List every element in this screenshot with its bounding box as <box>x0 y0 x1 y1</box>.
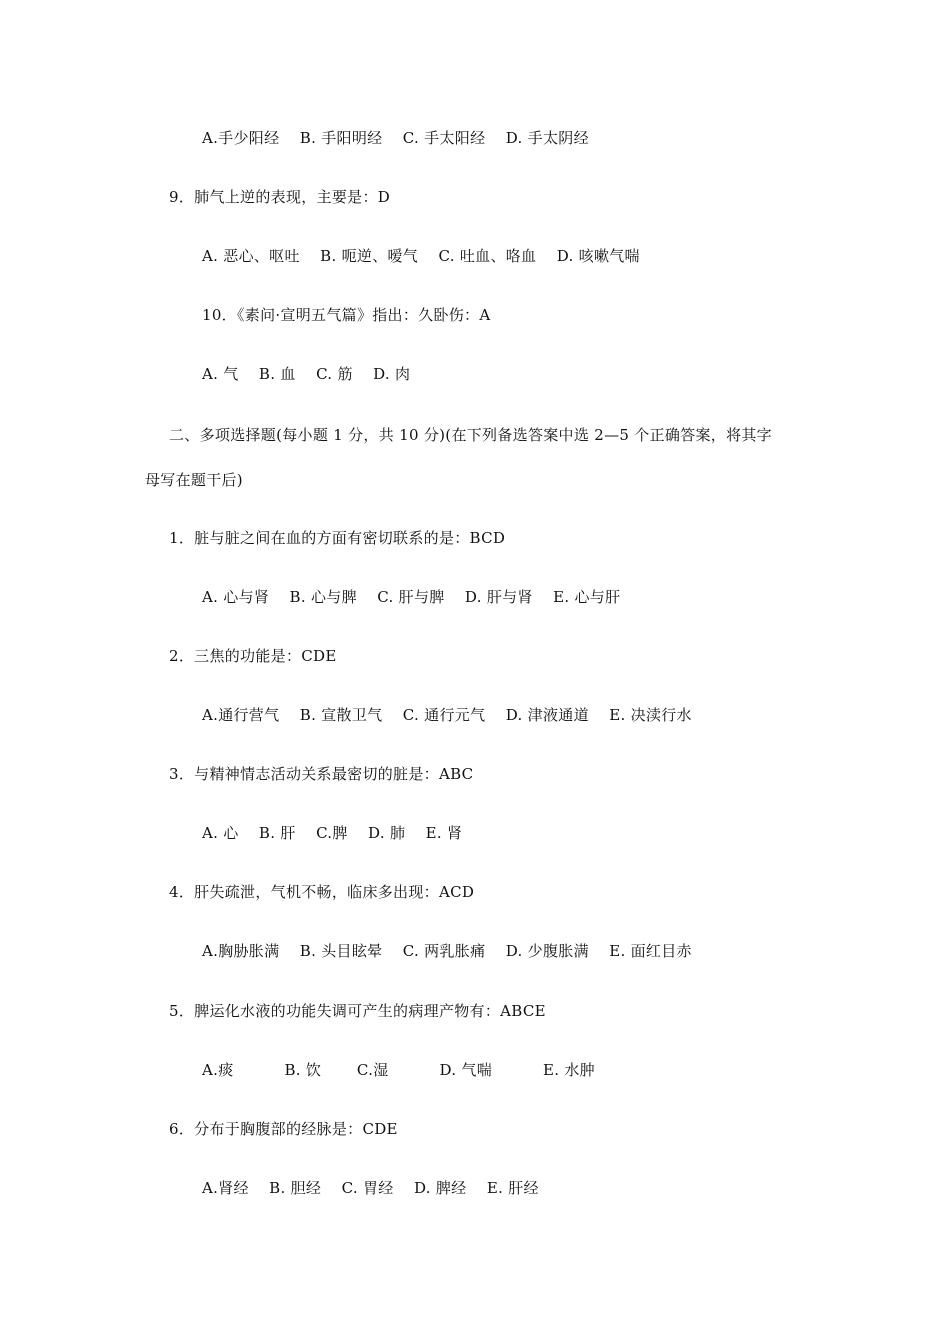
multi-question-1-options: A. 心与肾 B. 心与脾 C. 肝与脾 D. 肝与肾 E. 心与肝 <box>202 588 621 606</box>
multi-question-2: 2．三焦的功能是：CDE <box>169 647 337 665</box>
multi-question-3-options: A. 心 B. 肝 C.脾 D. 肺 E. 肾 <box>202 824 463 842</box>
question-10: 10．《素问·宣明五气篇》指出：久卧伤：A <box>202 306 491 324</box>
multi-question-6: 6．分布于胸腹部的经脉是：CDE <box>169 1120 398 1138</box>
question-9: 9．肺气上逆的表现，主要是：D <box>169 188 391 206</box>
section-2-heading-continued: 母写在题干后) <box>145 471 243 489</box>
multi-question-5: 5．脾运化水液的功能失调可产生的病理产物有：ABCE <box>169 1002 546 1020</box>
section-2-heading: 二、多项选择题(每小题 1 分，共 10 分)(在下列备选答案中选 2—5 个正确答案，将其字 <box>169 426 772 444</box>
multi-question-3: 3．与精神情志活动关系最密切的脏是：ABC <box>169 765 474 783</box>
multi-question-4-options: A.胸胁胀满 B. 头目眩晕 C. 两乳胀痛 D. 少腹胀满 E. 面红目赤 <box>202 942 692 960</box>
multi-question-4: 4．肝失疏泄，气机不畅，临床多出现：ACD <box>169 883 475 901</box>
question-9-options: A. 恶心、呕吐 B. 呃逆、嗳气 C. 吐血、咯血 D. 咳嗽气喘 <box>202 247 640 265</box>
multi-question-1: 1．脏与脏之间在血的方面有密切联系的是：BCD <box>169 529 506 547</box>
question-8-options: A.手少阳经 B. 手阳明经 C. 手太阳经 D. 手太阴经 <box>202 129 589 147</box>
multi-question-5-options: A.痰 B. 饮 C.湿 D. 气喘 E. 水肿 <box>202 1061 595 1079</box>
multi-question-6-options: A.肾经 B. 胆经 C. 胃经 D. 脾经 E. 肝经 <box>202 1179 539 1197</box>
multi-question-2-options: A.通行营气 B. 宣散卫气 C. 通行元气 D. 津液通道 E. 决渎行水 <box>202 706 692 724</box>
question-10-options: A. 气 B. 血 C. 筋 D. 肉 <box>202 365 411 383</box>
